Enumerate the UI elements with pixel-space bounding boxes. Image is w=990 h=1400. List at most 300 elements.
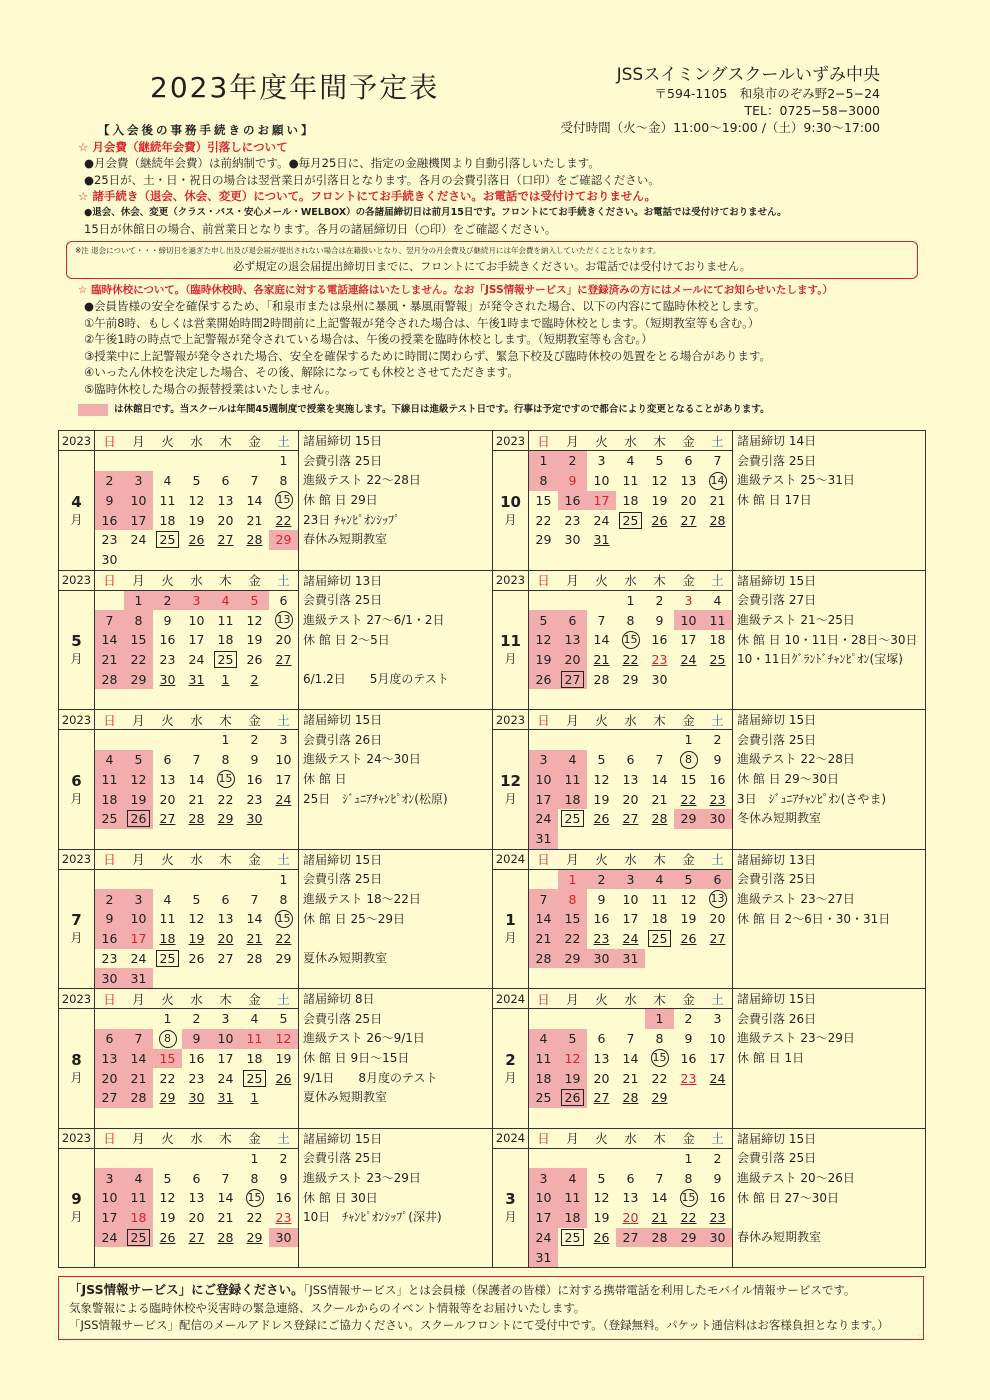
day-number: 1 xyxy=(250,1090,259,1106)
day-number: 30 xyxy=(275,1229,292,1245)
day-cell xyxy=(182,1049,211,1069)
weekday-header: 月 xyxy=(558,710,587,730)
day-number: 21 xyxy=(188,791,205,807)
day-cell xyxy=(616,889,645,909)
day-number: 14 xyxy=(622,1050,639,1066)
day-cell xyxy=(703,770,732,790)
day-cell xyxy=(674,909,703,929)
day-number: 6 xyxy=(279,592,288,608)
day-cell xyxy=(95,1049,124,1069)
day-cell xyxy=(240,610,269,630)
day-number: 16 xyxy=(680,1050,697,1066)
day-number: 29 xyxy=(680,811,697,827)
day-number: 24 xyxy=(130,950,147,966)
day-cell xyxy=(211,530,240,550)
day-cell xyxy=(182,510,211,530)
month-number: 10 xyxy=(500,492,521,511)
day-number: 5 xyxy=(250,592,259,608)
day-number: 15 xyxy=(246,1189,264,1207)
day-cell xyxy=(529,1049,558,1069)
day-cell xyxy=(587,530,616,550)
weekday-header: 水 xyxy=(182,850,211,870)
note-line: 6/1.2日 5月度のテスト xyxy=(303,671,449,686)
day-number: 15 xyxy=(275,910,293,928)
year-label: 2024 xyxy=(493,989,529,1009)
day-number: 7 xyxy=(655,752,664,768)
day-cell xyxy=(269,630,298,650)
day-cell xyxy=(703,510,732,530)
day-cell xyxy=(124,1168,153,1188)
weekday-header: 月 xyxy=(124,710,153,730)
day-number: 16 xyxy=(101,931,118,947)
day-number: 23 xyxy=(101,532,118,548)
day-number: 2 xyxy=(684,1011,693,1027)
day-cell xyxy=(558,889,587,909)
day-cell xyxy=(529,750,558,770)
day-number: 22 xyxy=(217,791,234,807)
day-cell xyxy=(703,730,732,750)
month-label xyxy=(59,730,95,849)
day-number: 28 xyxy=(535,950,552,966)
day-number: 12 xyxy=(593,1190,610,1206)
day-number: 7 xyxy=(192,752,201,768)
info-service-footer xyxy=(58,1276,924,1340)
closure-line: ①午前8時、もしくは営業開始時間2時間前に上記警報が発令された場合は、午後1時まで臨時休校とします。（短期教室等も含む。） xyxy=(84,315,760,330)
note-line: 進級テスト 22～28日 xyxy=(737,752,855,767)
day-number: 8 xyxy=(539,473,548,489)
day-number: 20 xyxy=(217,931,234,947)
day-cell xyxy=(616,650,645,670)
day-cell xyxy=(674,750,703,770)
day-cell xyxy=(240,770,269,790)
day-cell xyxy=(124,650,153,670)
weekday-header: 木 xyxy=(211,710,240,730)
year-label: 2023 xyxy=(59,710,95,730)
day-cell xyxy=(269,909,298,929)
day-cell xyxy=(529,610,558,630)
day-cell xyxy=(124,1068,153,1088)
month-label xyxy=(493,1149,529,1268)
note-line: 会費引落 26日 xyxy=(737,1011,817,1026)
day-cell xyxy=(558,770,587,790)
day-number: 29 xyxy=(275,950,292,966)
weekday-header: 日 xyxy=(529,571,558,591)
month-calendar xyxy=(492,989,925,1129)
day-number: 11 xyxy=(246,1031,263,1047)
note-line: 会費引落 25日 xyxy=(737,872,817,887)
day-number: 3 xyxy=(134,473,143,489)
weekday-header: 金 xyxy=(674,1129,703,1149)
day-number: 22 xyxy=(651,1070,668,1086)
note-line: 休 館 日 27～30日 xyxy=(737,1190,839,1205)
year-label: 2023 xyxy=(59,1129,95,1149)
day-cell xyxy=(124,909,153,929)
day-cell xyxy=(269,650,298,670)
weekday-header: 木 xyxy=(211,1129,240,1149)
day-cell xyxy=(645,1208,674,1228)
day-number: 5 xyxy=(684,871,693,887)
day-number: 19 xyxy=(188,512,205,528)
day-cell xyxy=(182,1188,211,1208)
day-cell xyxy=(153,770,182,790)
day-number: 24 xyxy=(275,791,292,807)
weekday-header: 火 xyxy=(153,571,182,591)
day-cell xyxy=(674,650,703,670)
day-number: 17 xyxy=(130,512,147,528)
weekday-header: 金 xyxy=(240,431,269,451)
day-cell xyxy=(587,789,616,809)
day-number: 4 xyxy=(568,752,577,768)
day-cell xyxy=(674,770,703,790)
day-cell xyxy=(269,1029,298,1049)
weekday-header: 土 xyxy=(703,431,732,451)
closure-line: ④いったん休校を決定した場合、その後、解除になっても休校とさせてただきます。 xyxy=(84,365,519,379)
day-cell xyxy=(269,510,298,530)
day-cell xyxy=(645,809,674,829)
day-cell xyxy=(558,870,587,890)
note-line: 諸届締切 15日 xyxy=(737,1131,817,1146)
day-cell xyxy=(529,809,558,829)
day-cell xyxy=(645,670,674,690)
day-cell xyxy=(529,770,558,790)
weekday-header: 日 xyxy=(95,989,124,1009)
day-number: 10 xyxy=(622,891,639,907)
day-cell xyxy=(269,770,298,790)
day-number: 12 xyxy=(130,771,147,787)
weekday-header: 金 xyxy=(240,1129,269,1149)
day-cell xyxy=(269,530,298,550)
weekday-header: 金 xyxy=(240,850,269,870)
month-notes xyxy=(298,710,492,849)
month-suffix: 月 xyxy=(504,652,517,667)
day-cell xyxy=(95,1068,124,1088)
day-cell xyxy=(269,789,298,809)
day-number: 24 xyxy=(188,652,205,668)
day-number: 12 xyxy=(246,612,263,628)
day-number: 29 xyxy=(246,1229,263,1245)
day-number: 29 xyxy=(217,811,234,827)
day-cell xyxy=(269,929,298,949)
weekday-header: 水 xyxy=(182,710,211,730)
day-number: 26 xyxy=(246,652,263,668)
day-number: 6 xyxy=(568,612,577,628)
day-number: 30 xyxy=(101,552,118,568)
day-number: 9 xyxy=(655,612,664,628)
note-line xyxy=(737,670,925,690)
day-number: 9 xyxy=(597,891,606,907)
day-cell xyxy=(529,650,558,670)
day-number: 18 xyxy=(709,632,726,648)
day-cell xyxy=(124,1228,153,1248)
day-number: 22 xyxy=(680,791,697,807)
day-number: 14 xyxy=(535,911,552,927)
day-cell xyxy=(703,1149,732,1169)
note-line: 休 館 日 2～5日 xyxy=(303,632,390,647)
note-line: 休 館 日 10・11日・28日～30日 xyxy=(737,632,918,647)
day-cell xyxy=(616,591,645,611)
note-line: 3日 ｼﾞｭﾆｱﾁｬﾝﾋﾟｵﾝ(さやま) xyxy=(737,791,886,806)
day-cell xyxy=(645,889,674,909)
day-cell xyxy=(703,1009,732,1029)
day-number: 23 xyxy=(680,1070,697,1086)
day-number: 25 xyxy=(156,531,180,548)
day-number: 20 xyxy=(217,512,234,528)
weekday-header: 木 xyxy=(645,710,674,730)
day-cell xyxy=(95,909,124,929)
day-number: 26 xyxy=(561,1089,585,1106)
day-cell xyxy=(182,809,211,829)
day-cell xyxy=(95,1168,124,1188)
day-cell xyxy=(703,870,732,890)
weekday-header: 金 xyxy=(240,710,269,730)
day-cell xyxy=(703,1228,732,1248)
day-cell xyxy=(587,451,616,471)
day-number: 23 xyxy=(593,931,610,947)
day-cell xyxy=(124,1208,153,1228)
day-number: 21 xyxy=(101,652,118,668)
day-cell xyxy=(529,889,558,909)
day-cell xyxy=(211,1088,240,1108)
weekday-header: 水 xyxy=(616,571,645,591)
day-number: 16 xyxy=(564,492,581,508)
day-cell xyxy=(529,929,558,949)
day-number: 16 xyxy=(188,1050,205,1066)
weekday-header: 水 xyxy=(182,571,211,591)
day-cell xyxy=(616,750,645,770)
day-cell xyxy=(587,770,616,790)
weekday-header: 金 xyxy=(674,710,703,730)
day-cell xyxy=(616,670,645,690)
weekday-header: 金 xyxy=(674,850,703,870)
day-cell xyxy=(240,1049,269,1069)
weekday-header: 水 xyxy=(616,431,645,451)
day-cell xyxy=(95,1029,124,1049)
note-line: 進級テスト 27～6/1・2日 xyxy=(303,612,445,627)
closure-line: ⑤臨時休校した場合の振替授業はいたしません。 xyxy=(84,381,337,396)
day-cell xyxy=(587,1168,616,1188)
day-cell xyxy=(269,1188,298,1208)
day-cell xyxy=(269,730,298,750)
day-number: 10 xyxy=(275,752,292,768)
day-cell xyxy=(269,949,298,969)
day-number: 4 xyxy=(626,453,635,469)
day-cell xyxy=(153,809,182,829)
day-number: 14 xyxy=(188,771,205,787)
day-number: 27 xyxy=(188,1229,205,1245)
day-number: 21 xyxy=(651,1210,668,1226)
day-number: 21 xyxy=(709,492,726,508)
day-cell xyxy=(124,789,153,809)
school-name: JSSスイミングスクールいずみ中央 xyxy=(616,65,880,85)
weekday-header: 日 xyxy=(529,431,558,451)
day-number: 5 xyxy=(192,473,201,489)
day-cell xyxy=(529,1029,558,1049)
day-cell xyxy=(645,630,674,650)
day-number: 19 xyxy=(275,1050,292,1066)
day-number: 15 xyxy=(159,1050,176,1066)
day-number: 3 xyxy=(105,1170,114,1186)
day-number: 8 xyxy=(221,752,230,768)
weekday-header: 土 xyxy=(269,1129,298,1149)
day-cell xyxy=(153,591,182,611)
day-number: 30 xyxy=(188,1090,205,1106)
day-cell xyxy=(703,909,732,929)
day-cell xyxy=(645,750,674,770)
note-line: 会費引落 25日 xyxy=(737,453,817,468)
day-number: 30 xyxy=(159,671,176,687)
note-line: 春休み短期教室 xyxy=(737,1229,822,1244)
day-cell xyxy=(645,1068,674,1088)
day-cell xyxy=(703,610,732,630)
day-cell xyxy=(153,750,182,770)
day-cell xyxy=(153,491,182,511)
day-cell xyxy=(558,750,587,770)
day-cell xyxy=(616,1168,645,1188)
day-cell xyxy=(587,471,616,491)
month-calendar xyxy=(492,710,925,850)
weekday-header: 木 xyxy=(645,850,674,870)
day-cell xyxy=(269,889,298,909)
day-number: 20 xyxy=(564,652,581,668)
day-cell xyxy=(182,1068,211,1088)
weekday-header: 土 xyxy=(269,431,298,451)
day-cell xyxy=(211,809,240,829)
day-cell xyxy=(645,789,674,809)
note-line: 進級テスト 18～22日 xyxy=(303,891,421,906)
day-number: 25 xyxy=(535,1090,552,1106)
day-number: 29 xyxy=(535,532,552,548)
day-cell xyxy=(95,471,124,491)
day-cell xyxy=(182,1009,211,1029)
note-line: 休 館 日 25～29日 xyxy=(303,911,405,926)
day-number: 28 xyxy=(651,811,668,827)
day-number: 19 xyxy=(593,791,610,807)
day-cell xyxy=(153,1029,182,1049)
day-cell xyxy=(124,591,153,611)
day-number: 12 xyxy=(680,891,697,907)
day-number: 18 xyxy=(217,632,234,648)
day-number: 3 xyxy=(713,1011,722,1027)
day-number: 19 xyxy=(130,791,147,807)
day-cell xyxy=(616,909,645,929)
month-calendar xyxy=(492,571,925,711)
day-cell xyxy=(240,789,269,809)
day-number: 7 xyxy=(655,1170,664,1186)
day-cell xyxy=(269,1208,298,1228)
note-line xyxy=(737,511,925,531)
day-cell xyxy=(674,1208,703,1228)
day-number: 31 xyxy=(217,1090,234,1106)
day-number: 1 xyxy=(626,592,635,608)
day-cell xyxy=(587,750,616,770)
day-number: 22 xyxy=(130,652,147,668)
day-number: 31 xyxy=(188,671,205,687)
day-cell xyxy=(211,929,240,949)
day-number: 24 xyxy=(535,811,552,827)
day-cell xyxy=(95,889,124,909)
weekday-header: 火 xyxy=(587,989,616,1009)
weekday-header: 水 xyxy=(182,1129,211,1149)
day-cell xyxy=(674,889,703,909)
month-calendar xyxy=(59,710,492,850)
weekday-header: 木 xyxy=(211,431,240,451)
day-number: 24 xyxy=(101,1229,118,1245)
day-cell xyxy=(182,610,211,630)
day-cell xyxy=(182,1228,211,1248)
day-number: 26 xyxy=(593,1229,610,1245)
day-cell xyxy=(182,650,211,670)
day-number: 11 xyxy=(651,891,668,907)
note-line xyxy=(303,1228,492,1248)
day-cell xyxy=(529,1228,558,1248)
day-number: 20 xyxy=(275,632,292,648)
note-line: 進級テスト 25～31日 xyxy=(737,473,855,488)
weekday-header: 月 xyxy=(124,431,153,451)
day-cell xyxy=(240,1208,269,1228)
note-line: 会費引落 25日 xyxy=(303,1151,383,1166)
month-label xyxy=(493,1009,529,1128)
day-cell xyxy=(124,630,153,650)
day-cell xyxy=(616,1208,645,1228)
day-cell xyxy=(124,1029,153,1049)
withdrawal-notice-box xyxy=(66,241,918,279)
day-number: 20 xyxy=(709,911,726,927)
day-number: 15 xyxy=(130,632,147,648)
day-cell xyxy=(269,1149,298,1169)
day-cell xyxy=(211,1068,240,1088)
day-number: 4 xyxy=(163,891,172,907)
day-cell xyxy=(703,1168,732,1188)
day-number: 22 xyxy=(680,1210,697,1226)
month-number: 3 xyxy=(505,1190,516,1209)
day-cell xyxy=(616,1029,645,1049)
weekday-header: 火 xyxy=(153,710,182,730)
legend xyxy=(78,402,918,419)
day-cell xyxy=(211,650,240,670)
month-notes xyxy=(732,850,925,989)
day-cell xyxy=(240,909,269,929)
day-number: 4 xyxy=(163,473,172,489)
day-number: 10 xyxy=(101,1190,118,1206)
day-cell xyxy=(616,870,645,890)
school-hours: 受付時間（火～金）11:00～19:00 /（土）9:30～17:00 xyxy=(560,120,880,135)
day-cell xyxy=(211,770,240,790)
day-cell xyxy=(182,530,211,550)
day-cell xyxy=(95,530,124,550)
day-cell xyxy=(558,1188,587,1208)
day-number: 12 xyxy=(593,771,610,787)
month-calendar xyxy=(59,431,492,571)
weekday-header: 金 xyxy=(674,989,703,1009)
day-number: 1 xyxy=(221,732,230,748)
day-number: 6 xyxy=(597,1031,606,1047)
day-cell xyxy=(240,1228,269,1248)
day-cell xyxy=(674,1168,703,1188)
month-number: 11 xyxy=(500,632,521,651)
day-number: 6 xyxy=(163,752,172,768)
day-number: 5 xyxy=(134,752,143,768)
day-number: 23 xyxy=(188,1070,205,1086)
day-number: 26 xyxy=(188,950,205,966)
year-label: 2024 xyxy=(493,1129,529,1149)
day-cell xyxy=(153,1188,182,1208)
day-number: 24 xyxy=(680,652,697,668)
weekday-header: 金 xyxy=(240,989,269,1009)
weekday-header: 木 xyxy=(645,1129,674,1149)
day-number: 4 xyxy=(539,1031,548,1047)
day-cell xyxy=(211,1188,240,1208)
closure-line: ③授業中に上記警報が発令された場合、安全を確保するために時間に関わらず、緊急下校及び臨時休校の処置をとる場合があります。 xyxy=(84,348,771,363)
